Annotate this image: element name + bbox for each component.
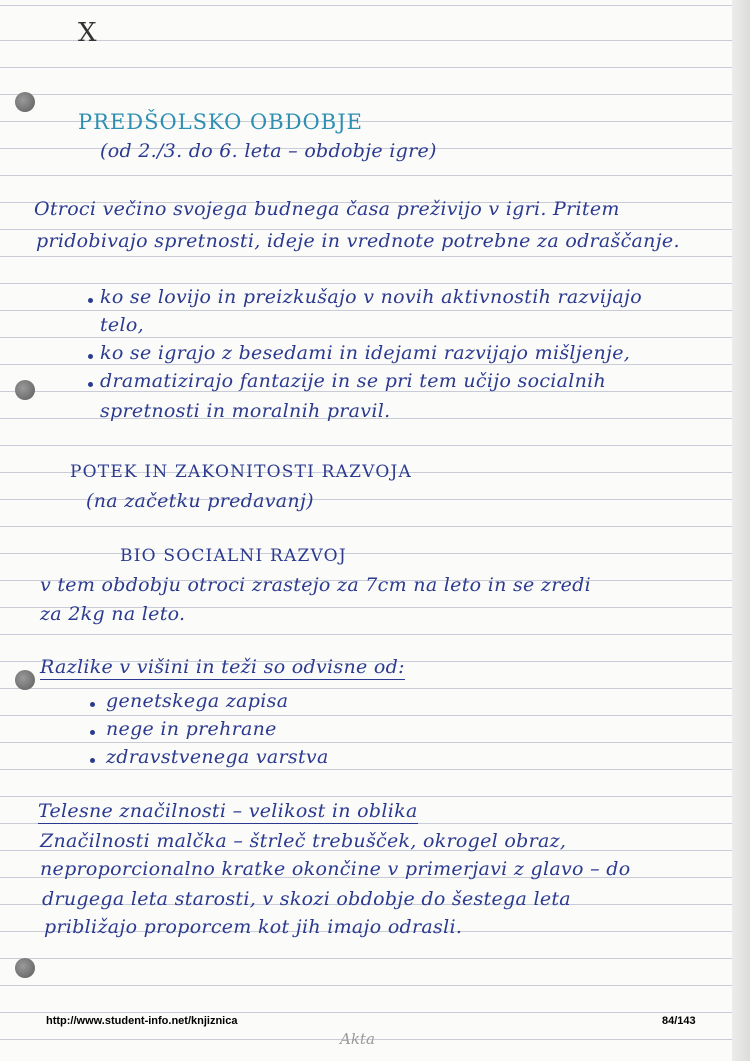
play-bullet-cont: telo, bbox=[100, 314, 144, 336]
page-title: PREDŠOLSKO OBDOBJE bbox=[78, 110, 363, 134]
bio-line: za 2kg na leto. bbox=[40, 603, 186, 625]
page-subtitle: (od 2./3. do 6. leta – obdobje igre) bbox=[100, 140, 437, 162]
section-heading-bio: BIO SOCIALNI RAZVOJ bbox=[120, 546, 347, 566]
bullet-dot bbox=[90, 758, 95, 763]
bullet-dot bbox=[90, 702, 95, 707]
differences-item: genetskega zapisa bbox=[106, 690, 289, 712]
footer-url: http://www.student-info.net/knjiznica bbox=[46, 1015, 238, 1027]
punch-hole bbox=[15, 958, 35, 978]
bullet-dot bbox=[90, 730, 95, 735]
features-line: drugega leta starosti, v skozi obdobje do šestega leta bbox=[42, 888, 571, 910]
section-note-potek: (na začetku predavanj) bbox=[86, 490, 314, 512]
punch-hole bbox=[15, 670, 35, 690]
play-bullet: ko se igrajo z besedami in idejami razvijajo mišljenje, bbox=[100, 342, 631, 364]
differences-item: nege in prehrane bbox=[106, 718, 277, 740]
play-bullet: ko se lovijo in preizkušajo v novih aktivnostih razvijajo bbox=[100, 286, 642, 308]
bullet-dot bbox=[88, 382, 93, 387]
differences-heading: Razlike v višini in teži so odvisne od: bbox=[40, 656, 405, 678]
intro-line: Otroci večino svojega budnega časa preživijo v igri. Pritem bbox=[34, 198, 620, 220]
page-edge bbox=[732, 0, 750, 1061]
play-bullet-cont: spretnosti in moralnih pravil. bbox=[100, 400, 391, 422]
footer-page-number: 84/143 bbox=[662, 1015, 696, 1027]
features-line: neproporcionalno kratke okončine v primerjavi z glavo – do bbox=[40, 858, 631, 880]
bullet-dot bbox=[88, 354, 93, 359]
bullet-dot bbox=[88, 298, 93, 303]
punch-hole bbox=[15, 92, 35, 112]
features-line: Značilnosti malčka – štrleč trebušček, okrogel obraz, bbox=[40, 830, 567, 852]
corner-mark: X bbox=[78, 18, 97, 48]
features-line: približajo proporcem kot jih imajo odrasli. bbox=[44, 916, 463, 938]
watermark-logo: Akta bbox=[340, 1030, 375, 1048]
punch-hole bbox=[15, 380, 35, 400]
features-heading: Telesne značilnosti – velikost in oblika bbox=[38, 800, 418, 822]
differences-item: zdravstvenega varstva bbox=[106, 746, 329, 768]
play-bullet: dramatizirajo fantazije in se pri tem učijo socialnih bbox=[100, 370, 607, 392]
intro-line: pridobivajo spretnosti, ideje in vrednote potrebne za odraščanje. bbox=[36, 230, 680, 252]
bio-line: v tem obdobju otroci zrastejo za 7cm na leto in se zredi bbox=[40, 574, 591, 596]
section-heading-potek: POTEK IN ZAKONITOSTI RAZVOJA bbox=[70, 462, 412, 482]
